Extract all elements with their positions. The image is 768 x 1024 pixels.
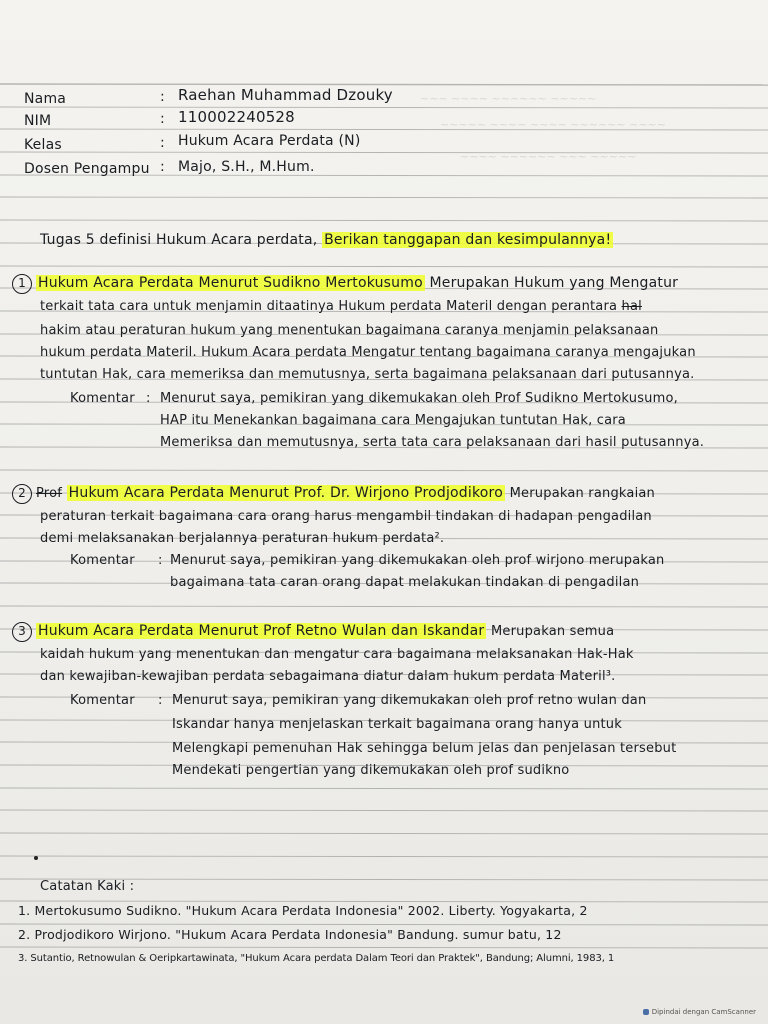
header-label-nim: NIM xyxy=(24,113,52,129)
task-prefix: Tugas 5 definisi Hukum Acara perdata, xyxy=(40,232,318,248)
section-line: demi melaksanakan berjalannya peraturan hukum perdata². xyxy=(40,531,445,546)
komentar-line: Mendekati pengertian yang dikemukakan oleh prof sudikno xyxy=(172,763,570,778)
header-sep: : xyxy=(160,111,165,127)
section-number: 3 xyxy=(12,622,32,642)
header-label-kelas: Kelas xyxy=(24,137,62,153)
ruled-line xyxy=(0,266,768,267)
section-number: 2 xyxy=(12,484,32,504)
komentar-line: HAP itu Menekankan bagaimana cara Mengajukan tuntutan Hak, cara xyxy=(160,413,626,428)
section-3-heading-line xyxy=(12,622,614,642)
header-sep: : xyxy=(160,89,165,105)
section-line: hakim atau peraturan hukum yang menentukan bagaimana caranya menjamin pelaksanaan xyxy=(40,323,659,338)
header-value-dosen: Majo, S.H., M.Hum. xyxy=(178,159,315,175)
ruled-line xyxy=(0,197,768,198)
task-highlight: Berikan tanggapan dan kesimpulannya! xyxy=(324,232,612,248)
footnote-item: 2. Prodjodikoro Wirjono. "Hukum Acara Perdata Indonesia" Bandung. sumur batu, 12 xyxy=(18,927,562,942)
section-1-heading-line xyxy=(12,274,678,294)
section-line: peraturan terkait bagaimana cara orang harus mengambil tindakan di hadapan pengadilan xyxy=(40,509,652,524)
ruled-line xyxy=(0,606,768,607)
komentar-label: Komentar xyxy=(70,391,135,406)
footnote-item: 3. Sutantio, Retnowulan & Oeripkartawinata, "Hukum Acara perdata Dalam Teori dan Praktek", Bandung; Alumni, 1983, 1 xyxy=(18,953,615,964)
header-sep: : xyxy=(160,159,165,175)
komentar-sep: : xyxy=(146,391,151,406)
section-line: tuntutan Hak, cara memeriksa dan memutusnya, serta bagaimana pelaksanaan dari putusannya. xyxy=(40,367,695,382)
section-line: dan kewajiban-kewajiban perdata sebagaimana diatur dalam hukum perdata Materil³. xyxy=(40,669,616,684)
ruled-line xyxy=(0,152,768,153)
komentar-sep: : xyxy=(158,693,163,708)
komentar-line: Menurut saya, pemikiran yang dikemukakan oleh prof wirjono merupakan xyxy=(170,553,665,568)
komentar-sep: : xyxy=(158,553,163,568)
section-line: kaidah hukum yang menentukan dan mengatur cara bagaimana melaksanakan Hak-Hak xyxy=(40,647,634,662)
komentar-line: Iskandar hanya menjelaskan terkait bagaimana orang hanya untuk xyxy=(172,717,622,732)
section-heading: Hukum Acara Perdata Menurut Sudikno Mertokusumo xyxy=(38,275,423,291)
komentar-line: Menurut saya, pemikiran yang dikemukakan oleh prof retno wulan dan xyxy=(172,693,647,708)
komentar-label: Komentar xyxy=(70,553,135,568)
ruled-line xyxy=(0,220,768,221)
section-heading: Hukum Acara Perdata Menurut Prof. Dr. Wirjono Prodjodikoro xyxy=(68,485,503,501)
bleed-through: ~~~ ~~~~ ~~~~~~ ~~~~~ xyxy=(420,92,597,105)
ruled-line xyxy=(0,470,768,471)
header-value-nim: 110002240528 xyxy=(178,108,295,126)
footnotes-title: Catatan Kaki : xyxy=(40,879,135,894)
bleed-through: ~~~~ ~~~~~~ ~~~ ~~~~~ xyxy=(460,150,637,163)
ruled-line xyxy=(0,924,768,925)
struck-word: hal xyxy=(621,299,642,314)
header-sep: : xyxy=(160,135,165,151)
ruled-line xyxy=(0,788,768,789)
header-label-dosen: Dosen Pengampu xyxy=(24,161,150,177)
ruled-line xyxy=(0,947,768,948)
section-line: hukum perdata Materil. Hukum Acara perdata Mengatur tentang bagaimana caranya mengajukan xyxy=(40,345,696,360)
camscanner-logo-icon xyxy=(643,1009,649,1015)
footnote-item: 1. Mertokusumo Sudikno. "Hukum Acara Perdata Indonesia" 2002. Liberty. Yogyakarta, 2 xyxy=(18,903,588,918)
section-line: Merupakan semua xyxy=(490,624,615,639)
section-2-heading-line xyxy=(12,484,655,504)
bleed-through: ~~~~~ ~~~~ ~~~~ ~~~~~~ ~~~~ xyxy=(440,118,666,131)
komentar-line: bagaimana tata caran orang dapat melakukan tindakan di pengadilan xyxy=(170,575,640,590)
komentar-line: Memeriksa dan memutusnya, serta tata cara pelaksanaan dari hasil putusannya. xyxy=(160,435,705,450)
komentar-label: Komentar xyxy=(70,693,135,708)
ruled-line xyxy=(0,856,768,857)
scanner-watermark: Dipindai dengan CamScanner xyxy=(643,1008,756,1016)
section-line: terkait tata cara untuk menjamin ditaatinya Hukum perdata Materil dengan perantara hal xyxy=(40,299,642,314)
ruled-line xyxy=(0,107,768,108)
ruled-line xyxy=(0,833,768,834)
header-value-kelas: Hukum Acara Perdata (N) xyxy=(178,133,361,149)
ruled-line xyxy=(0,84,768,85)
komentar-line: Melengkapi pemenuhan Hak sehingga belum jelas dan penjelasan tersebut xyxy=(172,741,677,756)
section-number: 1 xyxy=(12,274,32,294)
komentar-line: Menurut saya, pemikiran yang dikemukakan oleh Prof Sudikno Mertokusumo, xyxy=(160,391,678,406)
header-value-nama: Raehan Muhammad Dzouky xyxy=(178,86,393,104)
header-label-nama: Nama xyxy=(24,91,67,107)
ruled-line xyxy=(0,810,768,811)
section-line: Merupakan rangkaian xyxy=(509,486,655,501)
task-line xyxy=(40,231,613,249)
section-line: Merupakan Hukum yang Mengatur xyxy=(429,275,679,291)
section-heading: Hukum Acara Perdata Menurut Prof Retno Wulan dan Iskandar xyxy=(38,623,485,639)
ink-dot xyxy=(34,856,38,860)
struck-word: Prof xyxy=(36,486,63,501)
